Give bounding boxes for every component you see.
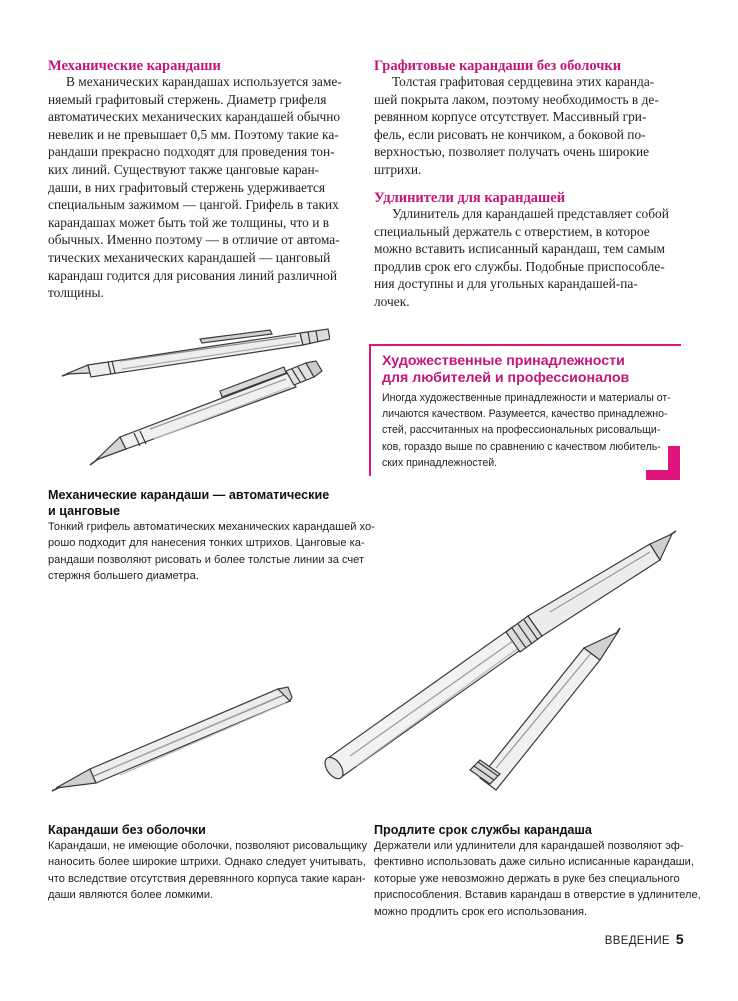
text-line: обычных. Именно поэтому — в отличие от автома- [48,232,340,248]
text-line: специальный держатель с отверстием, в которое [374,223,650,239]
caption-title-line: и цанговые [48,504,121,518]
caption-text-line: которые уже невозможно держать в руке без специального [374,872,680,885]
sidebar-text [382,390,671,471]
sidebar-text-line: личаются качеством. Разумеется, качество принадлежно- [382,408,668,421]
mechanical-pencils-illustration [60,325,330,475]
caption-text-line: рошо подходит для нанесения тонких штрихов. Цанговые ка- [48,537,365,550]
page-footer [605,931,684,947]
caption-text-line: фективно использовать даже сильно исписанные карандаши, [374,856,694,869]
sidebar-title-line: Художественные принадлежности [382,353,625,369]
caption-text-line: можно продлить срок его использования. [374,905,588,918]
caption-text-line: Карандаши, не имеющие оболочки, позволяют рисовальщику [48,840,368,852]
woodless-pencil-illustration [50,683,300,803]
sidebar-text-line: ских принадлежностей. [382,456,498,469]
paragraph-woodless-graphite [374,73,686,179]
text-line: рандаши прекрасно подходят для проведения тон- [48,144,335,160]
text-line: ния доступны и для угольных карандашей-па- [374,276,638,292]
caption-extender-title [374,822,592,838]
text-line: специальным зажимом — цангой. Грифель в таких [48,197,339,213]
caption-woodless-title [48,822,206,838]
text-line: карандашах может быть той же толщины, что и в [48,214,330,230]
extender-illustration [320,528,680,808]
text-line: толщины. [48,285,104,301]
paragraph-pencil-extenders [374,205,686,311]
text-line: продлив срок его службы. Подобные приспособле- [374,258,665,274]
caption-title-line: Карандаши без оболочки [48,823,206,837]
sidebar-text-line: ков, гораздо выше по сравнению с качеством любитель- [382,440,661,453]
text-line: можно вставить исписанный карандаш, тем самым [374,241,665,257]
heading-woodless-graphite: Графитовые карандаши без оболочки [374,58,622,74]
sidebar-title-line: для любителей и профессионалов [382,370,630,386]
text-line: В механических карандашах используется заме- [66,74,342,89]
text-line: Толстая графитовая сердцевина этих каранда- [392,74,655,89]
footer-section-name: ВВЕДЕНИЕ [604,935,670,947]
woodless-pencil-drawing [52,687,292,791]
text-line: фель, если рисовать не кончиком, а боковой по- [374,126,646,142]
caption-text-line: приспособления. Вставив карандаш в отверстие в удлинителе, [374,889,701,902]
sidebar-corner-mark-horizontal [646,470,680,480]
text-line: ких линий. Существуют также цанговые каран- [48,161,320,177]
sidebar-text-line: стей, рассчитанных на профессиональных рисовальщи- [382,424,661,437]
caption-text-line: Тонкий грифель автоматических механических карандашей хо- [48,521,375,533]
heading-pencil-extenders: Удлинители для карандашей [374,190,566,206]
caption-text-line: даши являются более ломкими. [48,889,214,902]
text-line: тических механических карандашей — цанговый [48,249,331,265]
text-line: ревянном корпусе отсутствует. Массивный гри- [374,109,647,125]
text-line: даши, в них графитовый стержень удерживается [48,179,326,195]
caption-text-line: рандаши позволяют рисовать и более толстые линии за счет [48,553,365,566]
pencil-extender-drawing [321,531,676,782]
caption-text-line: Держатели или удлинители для карандашей позволяют эф- [374,840,684,852]
caption-title-line: Механические карандаши — автоматические [48,488,330,502]
caption-text-line: что вследствие отсутствия деревянного корпуса такие каран- [48,872,366,885]
text-line: штрихи. [374,161,422,177]
text-line: няемый графитовый стержень. Диаметр грифеля [48,91,327,107]
text-line: автоматических механических карандашей обычно [48,109,341,125]
sidebar-title [382,353,629,387]
caption-title-line: Продлите срок службы карандаша [374,823,592,837]
caption-mechanical-title [48,487,329,519]
text-line: невелик и не превышает 0,5 мм. Поэтому такие ка- [48,126,339,142]
collet-pencil-drawing [90,361,322,465]
caption-extender-text [374,838,701,920]
text-line: шей покрыта лаком, поэтому необходимость в де- [374,91,659,107]
caption-text-line: наносить более широкие штрихи. Однако следует учитывать, [48,856,366,869]
text-line: Удлинитель для карандашей представляет собой [392,206,669,221]
heading-mechanical-pencils: Механические карандаши [48,58,221,74]
caption-woodless-text [48,838,367,904]
caption-text-line: стержня большего диаметра. [48,570,199,583]
text-line: лочек. [374,293,410,309]
text-line: карандаш годится для рисования линий различной [48,267,338,283]
sidebar-text-line: Иногда художественные принадлежности и материалы от- [382,392,671,404]
paragraph-mechanical-pencils [48,73,359,302]
text-line: верхностью, позволяет получать очень широкие [374,144,650,160]
page-number: 5 [675,931,684,947]
